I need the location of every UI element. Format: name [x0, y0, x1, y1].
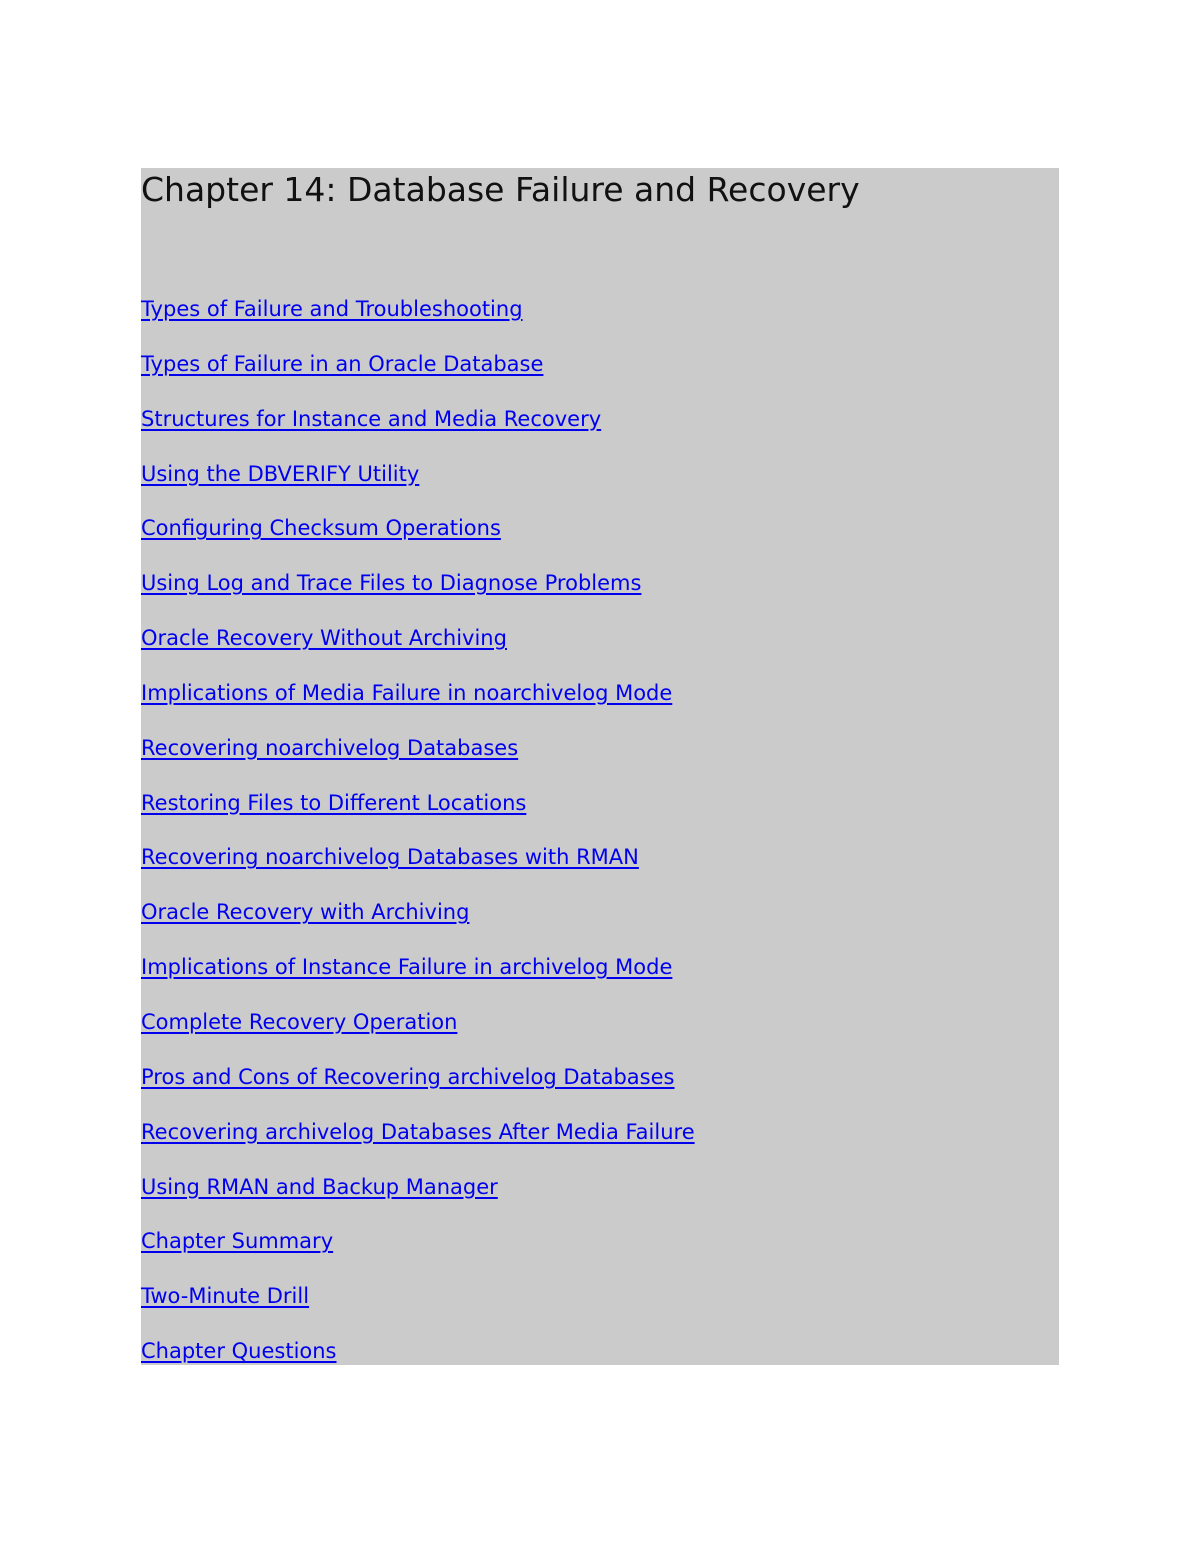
toc-link-configuring-checksum-operations[interactable]: Configuring Checksum Operations	[141, 516, 501, 541]
toc-link-recovering-noarchivelog-databases[interactable]: Recovering noarchivelog Databases	[141, 735, 519, 760]
toc-link-chapter-questions[interactable]: Chapter Questions	[141, 1339, 337, 1364]
chapter-title: Chapter 14: Database Failure and Recovery	[141, 170, 860, 209]
toc-item	[141, 952, 695, 1007]
toc-item	[141, 842, 695, 897]
toc-link-using-dbverify-utility[interactable]: Using the DBVERIFY Utility	[141, 461, 420, 486]
toc-item	[141, 1226, 695, 1281]
toc-item	[141, 678, 695, 733]
toc-list	[141, 294, 695, 1391]
toc-item	[141, 404, 695, 459]
toc-item	[141, 788, 695, 843]
toc-link-restoring-files-to-different-locations[interactable]: Restoring Files to Different Locations	[141, 790, 527, 815]
toc-link-recovering-archivelog-after-media-failure[interactable]: Recovering archivelog Databases After Media Failure	[141, 1119, 695, 1144]
toc-link-two-minute-drill[interactable]: Two-Minute Drill	[141, 1284, 310, 1309]
toc-link-types-of-failure-and-troubleshooting[interactable]: Types of Failure and Troubleshooting	[141, 297, 523, 321]
toc-link-structures-for-instance-and-media-recovery[interactable]: Structures for Instance and Media Recovery	[141, 406, 602, 431]
toc-item	[141, 513, 695, 568]
toc-link-types-of-failure-in-oracle-database[interactable]: Types of Failure in an Oracle Database	[141, 351, 544, 376]
chapter-toc-panel	[141, 168, 1059, 1365]
toc-item	[141, 733, 695, 788]
toc-item	[141, 623, 695, 678]
toc-item	[141, 349, 695, 404]
toc-item	[141, 1117, 695, 1172]
toc-link-implications-of-media-failure-noarchivelog[interactable]: Implications of Media Failure in noarchivelog Mode	[141, 680, 673, 705]
toc-item	[141, 568, 695, 623]
toc-link-using-rman-and-backup-manager[interactable]: Using RMAN and Backup Manager	[141, 1174, 498, 1199]
toc-item	[141, 1062, 695, 1117]
toc-link-complete-recovery-operation[interactable]: Complete Recovery Operation	[141, 1009, 458, 1034]
toc-link-chapter-summary[interactable]: Chapter Summary	[141, 1229, 334, 1254]
toc-link-recovering-noarchivelog-databases-with-rman[interactable]: Recovering noarchivelog Databases with RMAN	[141, 845, 639, 870]
toc-item	[141, 459, 695, 514]
toc-link-oracle-recovery-without-archiving[interactable]: Oracle Recovery Without Archiving	[141, 626, 507, 651]
toc-link-implications-of-instance-failure-archivelog[interactable]: Implications of Instance Failure in archivelog Mode	[141, 955, 673, 980]
toc-item	[141, 1281, 695, 1336]
toc-item	[141, 897, 695, 952]
toc-link-pros-and-cons-recovering-archivelog[interactable]: Pros and Cons of Recovering archivelog Databases	[141, 1064, 675, 1089]
toc-item	[141, 1336, 695, 1391]
toc-item	[141, 294, 695, 349]
toc-link-using-log-and-trace-files[interactable]: Using Log and Trace Files to Diagnose Problems	[141, 571, 642, 596]
toc-item	[141, 1172, 695, 1227]
toc-item	[141, 1007, 695, 1062]
toc-link-oracle-recovery-with-archiving[interactable]: Oracle Recovery with Archiving	[141, 900, 470, 925]
